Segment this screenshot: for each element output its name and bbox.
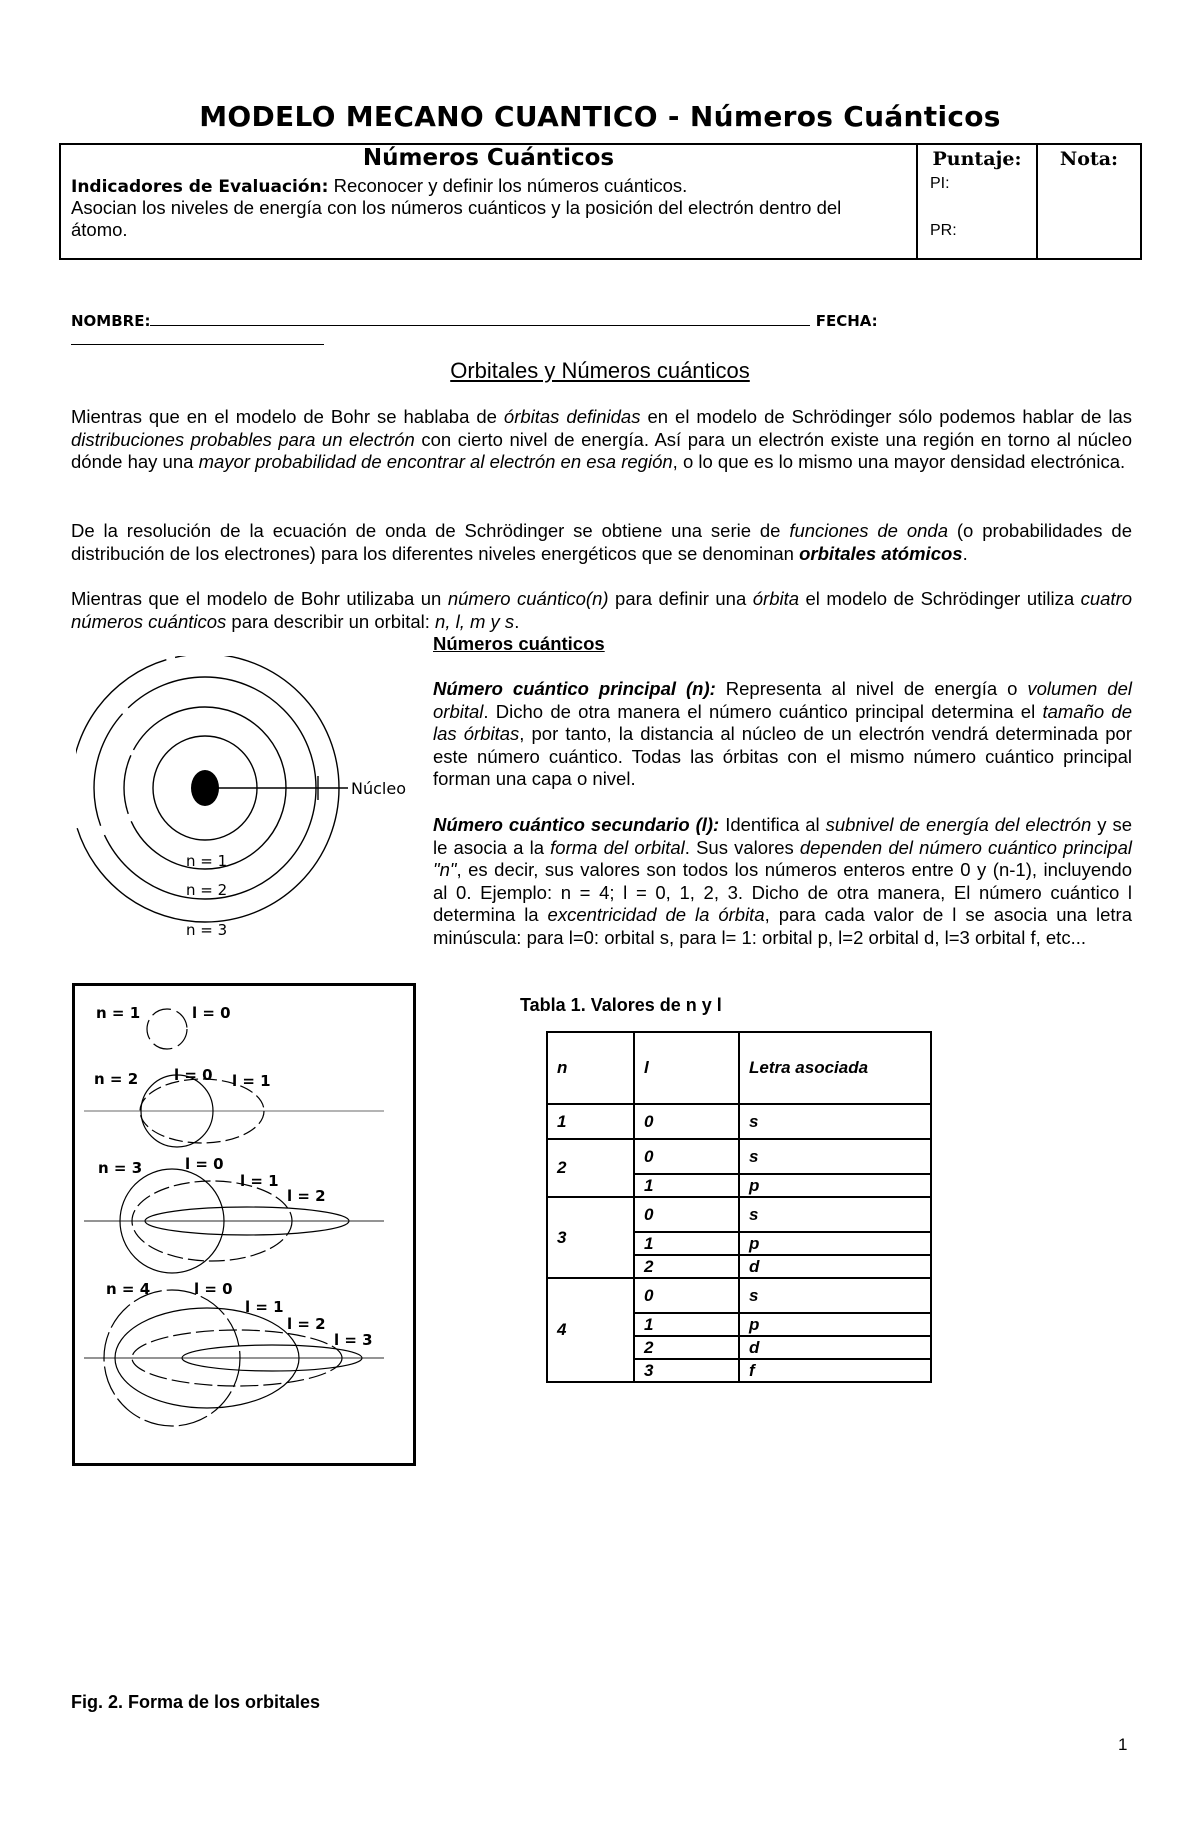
pi-label: PI: [930, 175, 950, 192]
shell-label-1: n = 1 [186, 852, 228, 870]
table-cell-l: 0 [634, 1139, 739, 1174]
table-row [547, 1139, 931, 1174]
table-cell-l: 0 [634, 1104, 739, 1139]
nucleus-dot [191, 770, 219, 806]
shell-label-2: n = 2 [186, 881, 228, 899]
indicators-label: Indicadores de Evaluación: [71, 177, 329, 197]
table-cell-l: 0 [634, 1197, 739, 1232]
table-cell-l: 1 [634, 1232, 739, 1255]
table-header-n: n [547, 1032, 634, 1104]
section-title: Orbitales y Números cuánticos [450, 358, 750, 383]
n2-l0-label: l = 0 [174, 1066, 213, 1084]
table-cell-letter: s [739, 1197, 931, 1232]
indicators-line-2: Asocian los niveles de energía con los números cuánticos y la posición del electrón dentro del [71, 197, 842, 218]
orbital-1s [147, 1009, 187, 1049]
paragraph-3: Mientras que el modelo de Bohr utilizaba un número cuántico(n) para definir una órbita el modelo de Schrödinger utiliza cuatro números cuánticos para describir un orbital: n, l, m y s. [71, 588, 1133, 632]
table-cell-letter: s [739, 1278, 931, 1313]
n2-l1-label: l = 1 [232, 1072, 271, 1090]
indicators-line-1 [71, 175, 911, 198]
table-cell-l: 2 [634, 1255, 739, 1278]
n3-label: n = 3 [98, 1159, 143, 1177]
orbital-shapes-figure [72, 983, 416, 1466]
table-cell-n: 2 [547, 1139, 634, 1197]
table-cell-letter: p [739, 1313, 931, 1336]
figure-frame [74, 985, 415, 1465]
grade-label: Nota: [1059, 148, 1119, 170]
page-number: 1 [1118, 1735, 1128, 1754]
shell-label-3: n = 3 [186, 921, 228, 939]
table-cell-n: 3 [547, 1197, 634, 1278]
table-cell-letter: s [739, 1139, 931, 1174]
table-cell-l: 1 [634, 1313, 739, 1336]
bohr-model-figure [76, 656, 416, 946]
n4-l2-label: l = 2 [287, 1315, 326, 1333]
table-cell-letter: d [739, 1336, 931, 1359]
page-title: MODELO MECANO CUANTICO - Números Cuánticos [199, 100, 1001, 133]
date-field[interactable] [71, 330, 324, 345]
n3-l1-label: l = 1 [240, 1172, 279, 1190]
n4-l3-label: l = 3 [334, 1331, 373, 1349]
table-cell-l: 0 [634, 1278, 739, 1313]
paragraph-1: Mientras que en el modelo de Bohr se hablaba de órbitas definidas en el modelo de Schrödinger sólo podemos hablar de las distribuciones probables para un electrón con cierto nivel de energía. Así para un electrón existe una región en torno al núcleo dónde hay una mayor probabilidad de encontrar al electrón en esa región, o lo que es lo mismo una mayor densidad electrónica. [71, 406, 1132, 473]
n1-l0-label: l = 0 [192, 1004, 231, 1022]
evaluation-header-box [59, 143, 1142, 260]
table-row [547, 1104, 931, 1139]
name-field[interactable] [150, 311, 810, 326]
table-cell-letter: p [739, 1232, 931, 1255]
n4-l1-label: l = 1 [245, 1298, 284, 1316]
table-cell-letter: d [739, 1255, 931, 1278]
quantum-numbers-subheading: Números cuánticos [433, 633, 605, 654]
table-caption: Tabla 1. Valores de n y l [520, 995, 722, 1015]
table-cell-l: 3 [634, 1359, 739, 1382]
principal-number-paragraph: Número cuántico principal (n): Representa al nivel de energía o volumen del orbital. Dicho de otra manera el número cuántico principal determina el tamaño de las órbitas, por tanto, la distancia al núcleo de un electrón vendrá determinada por este número cuántico. Todas las órbitas con el mismo número cuántico principal forman una capa o nivel. [433, 678, 1132, 790]
n1-label: n = 1 [96, 1004, 141, 1022]
table-cell-n: 1 [547, 1104, 634, 1139]
grade-cell [1038, 145, 1140, 258]
table-cell-l: 1 [634, 1174, 739, 1197]
n3-l0-label: l = 0 [185, 1155, 224, 1173]
table-cell-letter: p [739, 1174, 931, 1197]
date-label: FECHA: [815, 312, 878, 330]
indicators-text-1: Reconocer y definir los números cuánticos. [328, 175, 688, 196]
n2-label: n = 2 [94, 1070, 139, 1088]
table-header-row [547, 1032, 931, 1104]
paragraph-2: De la resolución de la ecuación de onda de Schrödinger se obtiene una serie de funciones de onda (o probabilidades de distribución de los electrones) para los diferentes niveles energéticos que se denominan orbitales atómicos. [71, 520, 1132, 564]
name-label: NOMBRE: [71, 312, 151, 330]
indicators-cell [61, 145, 918, 258]
score-label: Puntaje: [932, 148, 1022, 170]
name-date-row [71, 311, 1131, 349]
figure-caption: Fig. 2. Forma de los orbitales [71, 1692, 321, 1712]
secondary-number-paragraph: Número cuántico secundario (l): Identifica al subnivel de energía del electrón y se le asocia a la forma del orbital. Sus valores dependen del número cuántico principal "n", es decir, sus valores son todos los números enteros entre 0 y (n-1), incluyendo al 0. Ejemplo: n = 4; l = 0, 1, 2, 3. Dicho de otra manera, El número cuántico l determina la excentricidad de la órbita, para cada valor de l se asocia una letra minúscula: para l=0: orbital s, para l= 1: orbital p, l=2 orbital d, l=3 orbital f, etc... [433, 814, 1132, 948]
score-cell [918, 145, 1038, 258]
n4-label: n = 4 [106, 1280, 151, 1298]
indicators-line-3: átomo. [71, 219, 128, 240]
table-header-letter: Letra asociada [739, 1032, 931, 1104]
table-row [547, 1278, 931, 1313]
n4-l0-label: l = 0 [194, 1280, 233, 1298]
header-heading: Números Cuánticos [362, 145, 615, 171]
pr-label: PR: [930, 222, 957, 239]
nucleus-label: Núcleo [351, 779, 406, 798]
table-cell-l: 2 [634, 1336, 739, 1359]
n3-l2-label: l = 2 [287, 1187, 326, 1205]
table-cell-n: 4 [547, 1278, 634, 1382]
table-row [547, 1197, 931, 1232]
table-cell-letter: f [739, 1359, 931, 1382]
table-header-l: l [634, 1032, 739, 1104]
table-cell-letter: s [739, 1104, 931, 1139]
quantum-numbers-table [546, 1031, 932, 1383]
